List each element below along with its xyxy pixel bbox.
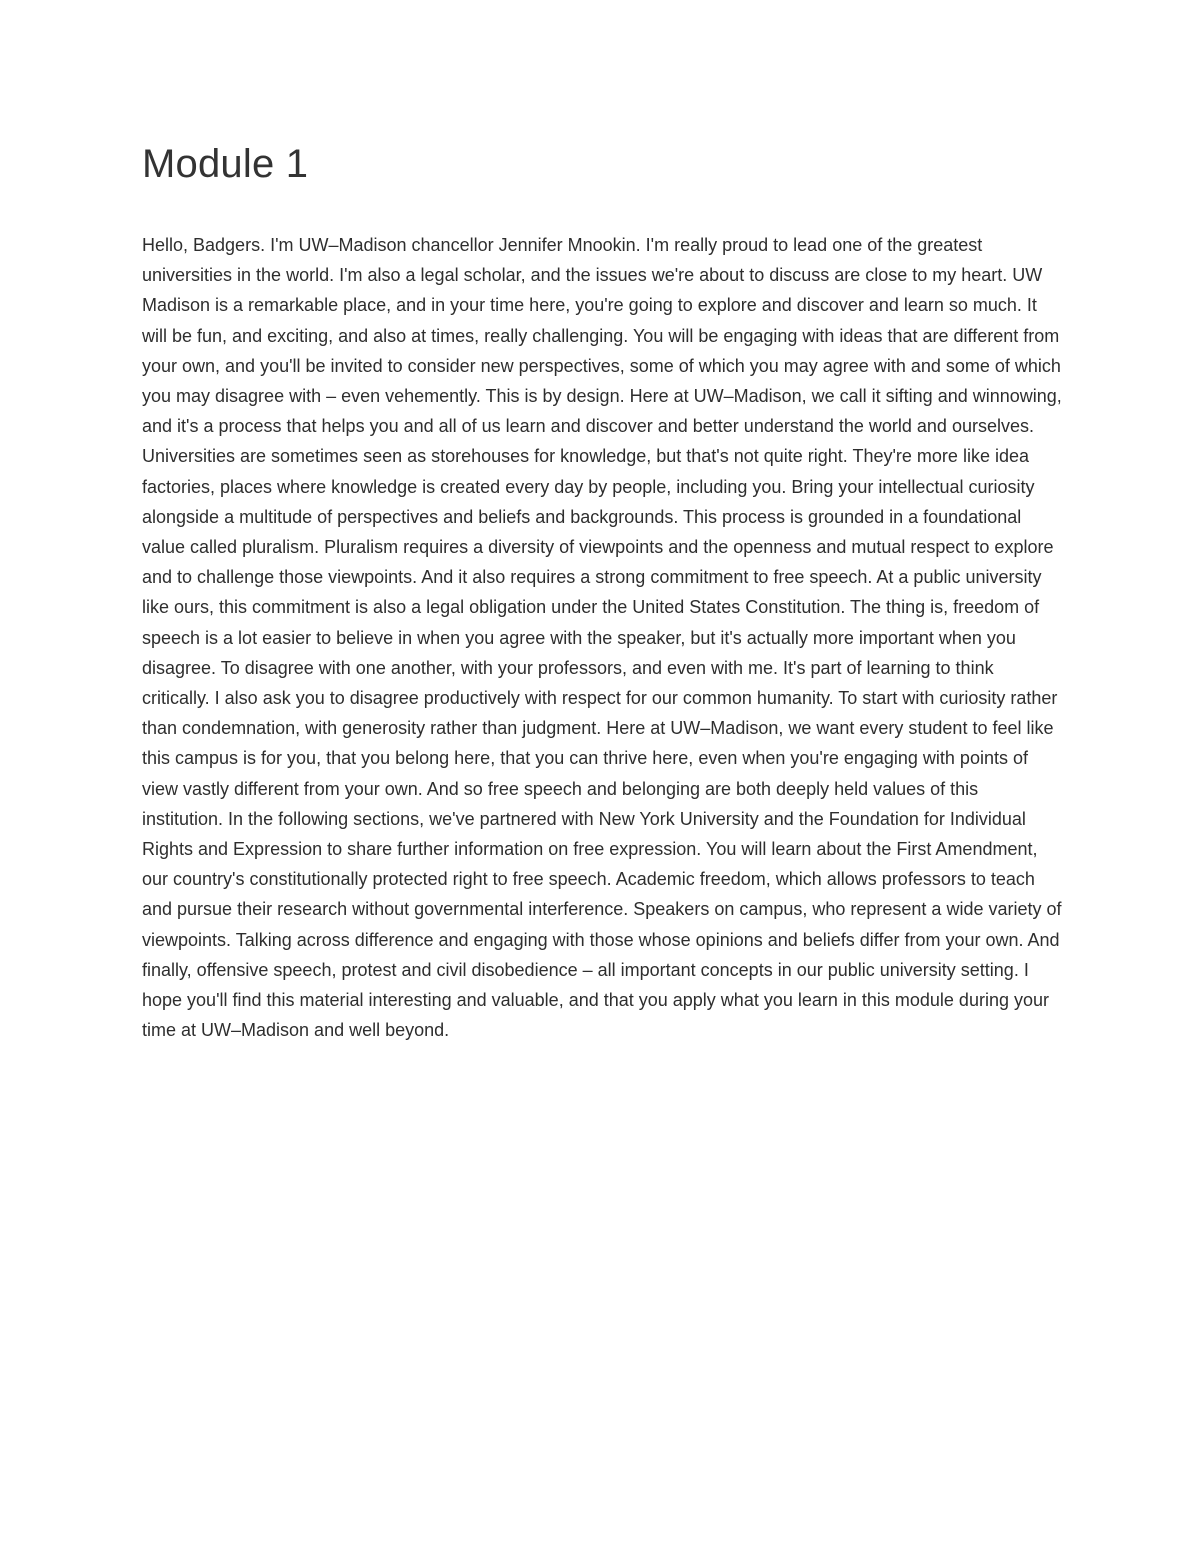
document-page — [142, 140, 1062, 1045]
body-paragraph: Hello, Badgers. I'm UW–Madison chancellor Jennifer Mnookin. I'm really proud to lead one of the greatest universities in the world. I'm also a legal scholar, and the issues we're about to discuss are close to my heart. UW Madison is a remarkable place, and in your time here, you're going to explore and discover and learn so much. It will be fun, and exciting, and also at times, really challenging. You will be engaging with ideas that are different from your own, and you'll be invited to consider new perspectives, some of which you may agree with and some of which you may disagree with – even vehemently. This is by design. Here at UW–Madison, we call it sifting and winnowing, and it's a process that helps you and all of us learn and discover and better understand the world and ourselves. Universities are sometimes seen as storehouses for knowledge, but that's not quite right. They're more like idea factories, places where knowledge is created every day by people, including you. Bring your intellectual curiosity alongside a multitude of perspectives and beliefs and backgrounds. This process is grounded in a foundational value called pluralism. Pluralism requires a diversity of viewpoints and the openness and mutual respect to explore and to challenge those viewpoints. And it also requires a strong commitment to free speech. At a public university like ours, this commitment is also a legal obligation under the United States Constitution. The thing is, freedom of speech is a lot easier to believe in when you agree with the speaker, but it's actually more important when you disagree. To disagree with one another, with your professors, and even with me. It's part of learning to think critically. I also ask you to disagree productively with respect for our common humanity. To start with curiosity rather than condemnation, with generosity rather than judgment. Here at UW–Madison, we want every student to feel like this campus is for you, that you belong here, that you can thrive here, even when you're engaging with points of view vastly different from your own. And so free speech and belonging are both deeply held values of this institution. In the following sections, we've partnered with New York University and the Foundation for Individual Rights and Expression to share further information on free expression. You will learn about the First Amendment, our country's constitutionally protected right to free speech. Academic freedom, which allows professors to teach and pursue their research without governmental interference. Speakers on campus, who represent a wide variety of viewpoints. Talking across difference and engaging with those whose opinions and beliefs differ from your own. And finally, offensive speech, protest and civil disobedience – all important concepts in our public university setting. I hope you'll find this material interesting and valuable, and that you apply what you learn in this module during your time at UW–Madison and well beyond. — [142, 235, 1062, 1041]
page-title: Module 1 — [142, 142, 309, 186]
